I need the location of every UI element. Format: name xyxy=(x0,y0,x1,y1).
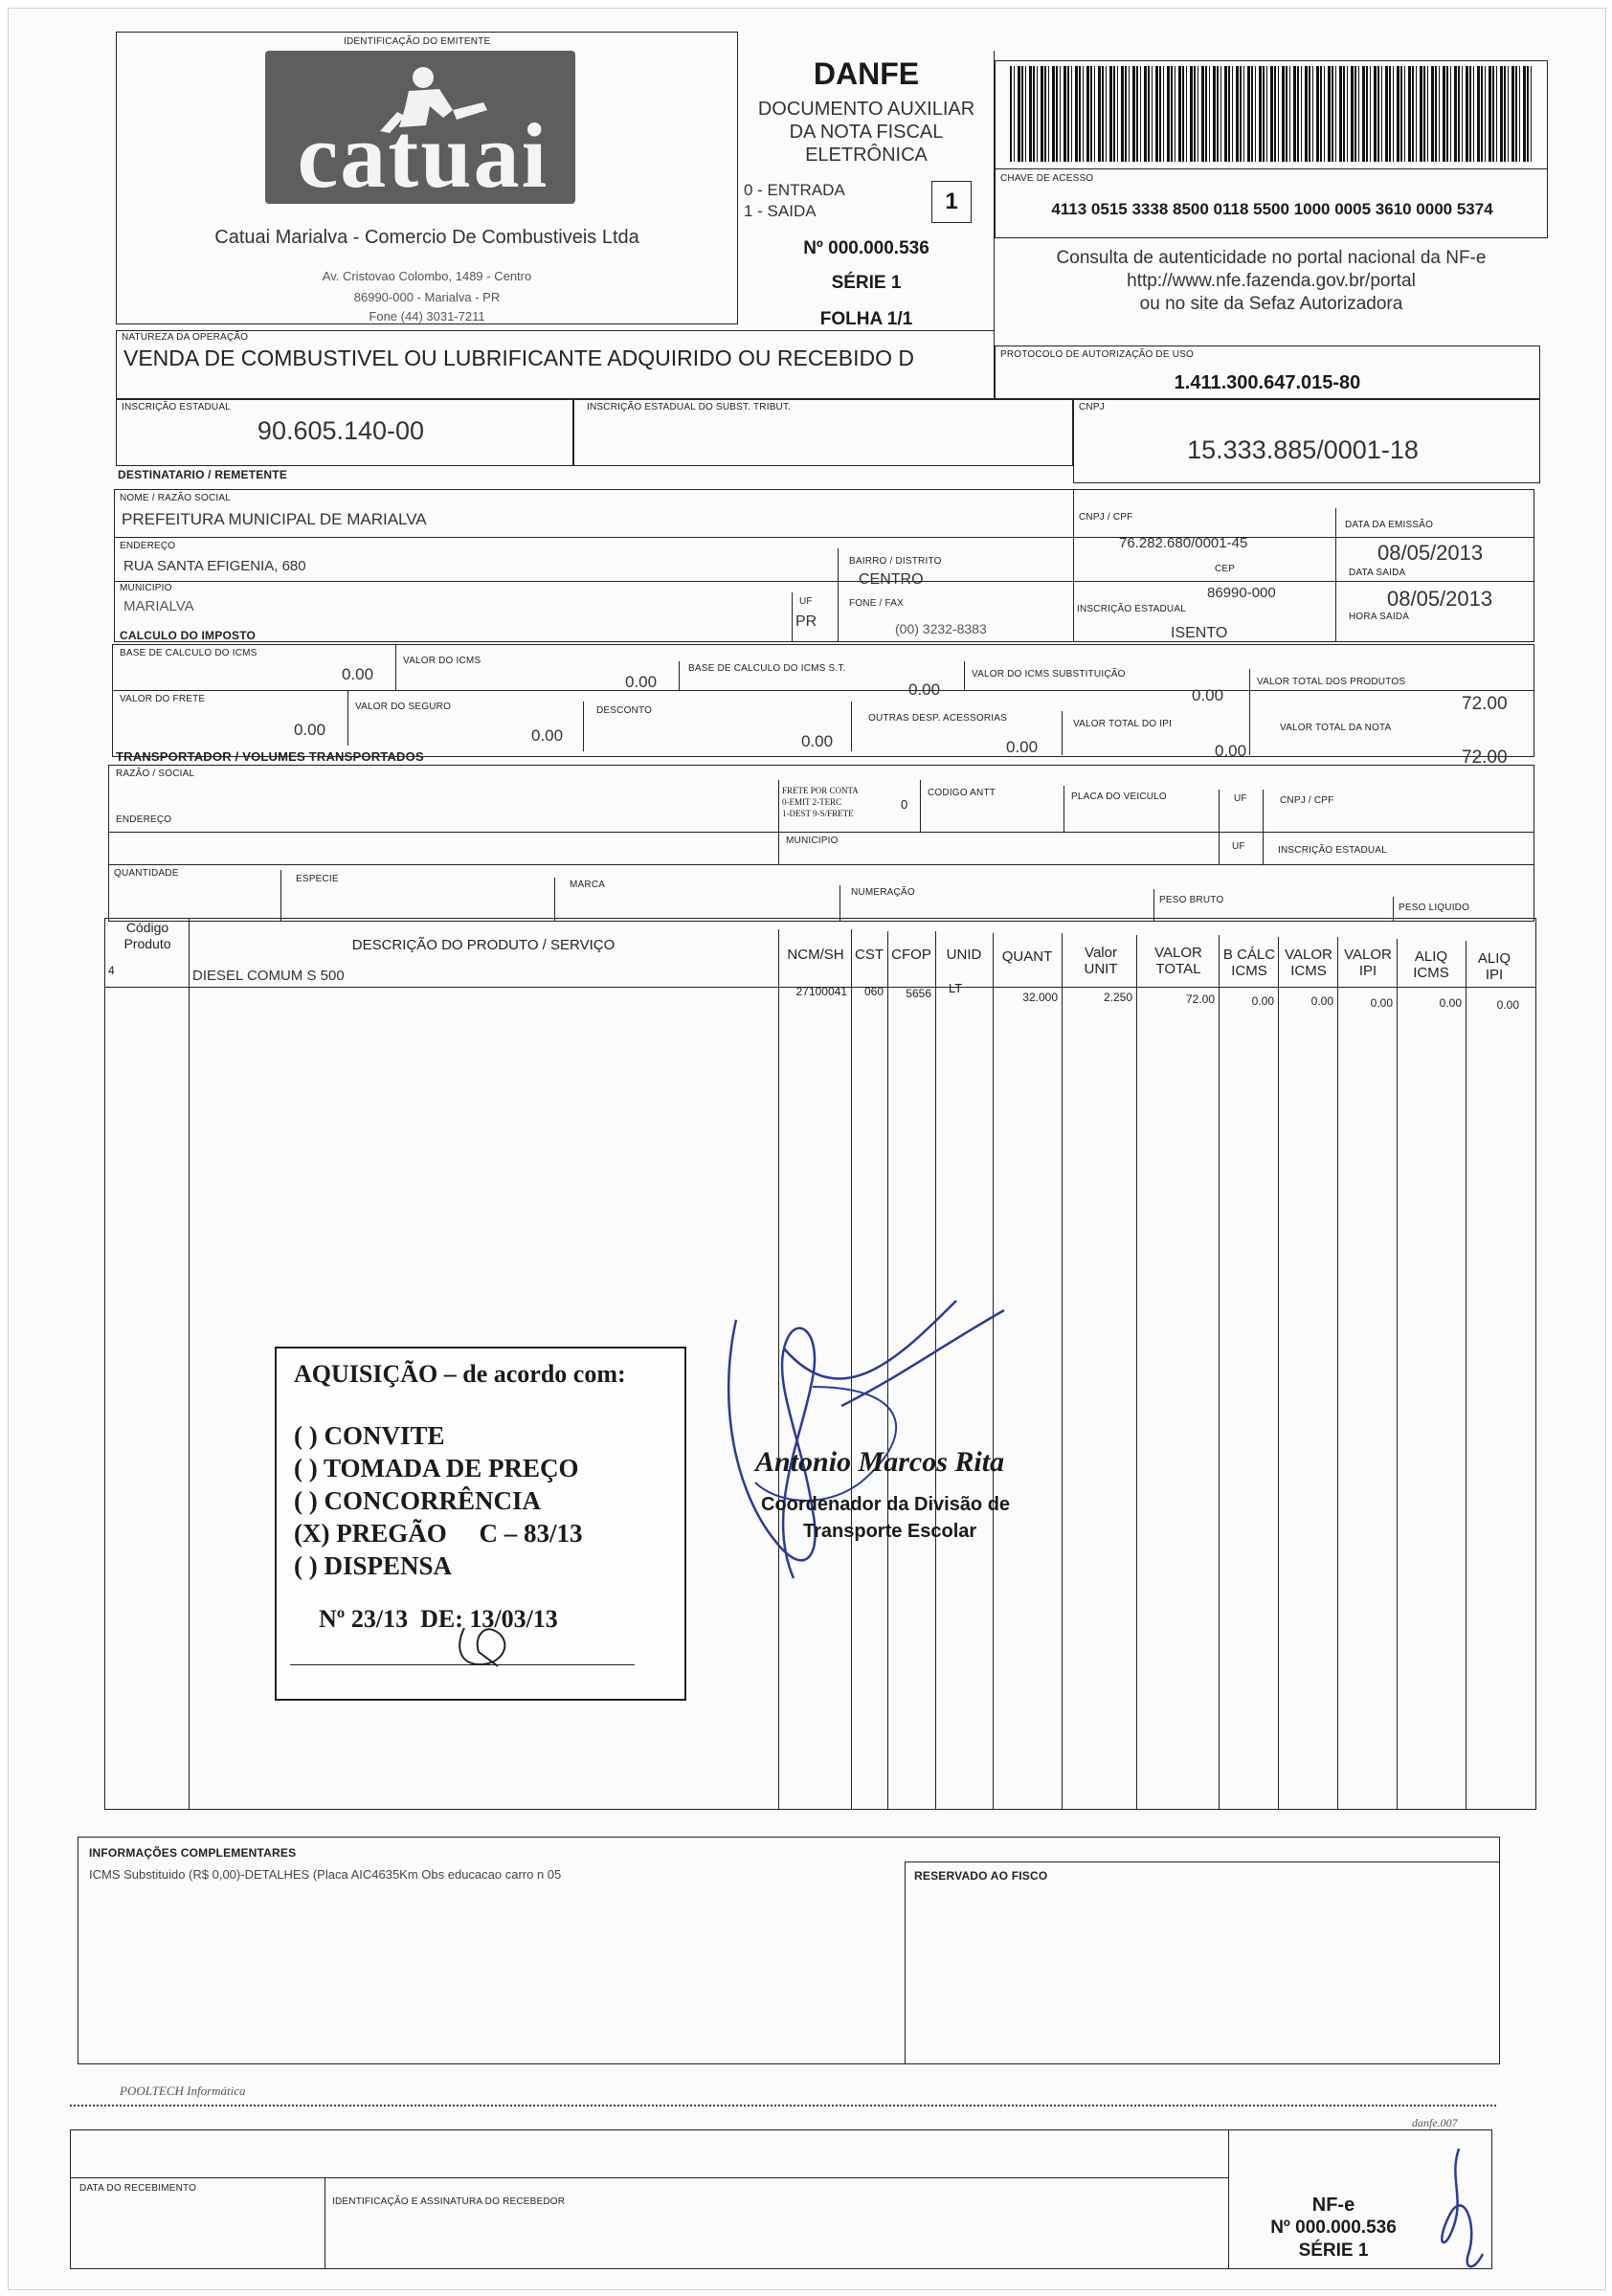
imp-v2 xyxy=(679,661,680,690)
dest-vline-4 xyxy=(792,592,793,642)
ie-value: 90.605.140-00 xyxy=(257,416,425,445)
complementares-label: INFORMAÇÕES COMPLEMENTARES xyxy=(89,1846,297,1860)
danfe-title: DANFE xyxy=(813,56,920,91)
dest-saida: 08/05/2013 xyxy=(1387,587,1493,611)
imposto-mid-line xyxy=(112,690,1534,691)
frete-conta-2: 0-EMIT 2-TERC xyxy=(782,797,842,807)
form-code: danfe.007 xyxy=(1412,2116,1458,2129)
imp-v7 xyxy=(851,702,852,751)
dest-fone-label: FONE / FAX xyxy=(849,598,905,609)
cnpj-emit-label: CNPJ xyxy=(1079,402,1105,412)
outras-label: OUTRAS DESP. ACESSORIAS xyxy=(868,713,1008,724)
signer-role-1: Coordenador da Divisão de xyxy=(761,1494,1011,1515)
placa-label: PLACA DO VEICULO xyxy=(1071,791,1167,802)
assinatura-label: IDENTIFICAÇÃO E ASSINATURA DO RECEBEDOR xyxy=(332,2196,566,2207)
row-quant: 32.000 xyxy=(1022,991,1058,1004)
tr-uf-label: UF xyxy=(1234,793,1247,804)
stamp-opt-convite: ( ) CONVITE xyxy=(294,1421,445,1450)
frete-codigo: 0 xyxy=(901,797,908,812)
stamp-opt-pregao: (X) PREGÃO C – 83/13 xyxy=(294,1519,583,1548)
consulta-1: Consulta de autenticidade no portal nacional da NF-e xyxy=(1056,248,1487,268)
dest-nome: PREFEITURA MUNICIPAL DE MARIALVA xyxy=(122,510,427,528)
nf-number: Nº 000.000.536 xyxy=(803,238,929,258)
tr-razao-label: RAZÃO / SOCIAL xyxy=(116,769,195,779)
col-codigo: Código Produto xyxy=(123,920,171,951)
row-aliq-ipi: 0.00 xyxy=(1496,998,1519,1012)
stamp-opt-dispensa: ( ) DISPENSA xyxy=(294,1551,453,1580)
tr-v7 xyxy=(554,878,555,922)
nf-serie: SÉRIE 1 xyxy=(831,273,902,293)
dest-vline-2 xyxy=(1335,508,1336,642)
danfe-subtitle-1: DOCUMENTO AUXILIAR xyxy=(757,99,975,120)
col-ncm: NCM/SH xyxy=(787,947,844,963)
footer-nfe: NF-e xyxy=(1311,2195,1355,2216)
dest-endereco-label: ENDEREÇO xyxy=(120,541,176,551)
tr-v1 xyxy=(778,780,779,864)
row-descricao: DIESEL COMUM S 500 xyxy=(192,968,345,984)
tr-municipio-label: MUNICIPIO xyxy=(786,836,839,846)
total-prod: 72.00 xyxy=(1462,694,1508,714)
row-cfop: 5656 xyxy=(906,987,931,1000)
company-address-2: 86990-000 - Marialva - PR xyxy=(353,290,501,304)
tipo-box: 1 xyxy=(931,181,972,223)
dest-cnpj-label: CNPJ / CPF xyxy=(1079,512,1133,523)
col-line-9 xyxy=(1219,935,1220,1810)
col-line-12 xyxy=(1397,939,1398,1810)
numeracao-label: NUMERAÇÃO xyxy=(851,887,915,898)
dest-municipio-label: MUNICIPIO xyxy=(120,583,172,593)
col-line-7 xyxy=(1062,933,1063,1810)
receipt-signature-icon xyxy=(1425,2139,1492,2283)
tr-v9 xyxy=(1153,889,1154,922)
dest-cep-label: CEP xyxy=(1215,564,1236,574)
stamp-number: Nº 23/13 DE: 13/03/13 xyxy=(319,1605,558,1633)
tr-v2 xyxy=(920,780,921,832)
danfe-subtitle-3: ELETRÔNICA xyxy=(805,145,928,166)
company-address-1: Av. Cristovao Colombo, 1489 - Centro xyxy=(322,269,532,283)
dest-bairro-label: BAIRRO / DISTRITO xyxy=(849,556,942,567)
dest-ie-label: INSCRIÇÃO ESTADUAL xyxy=(1077,604,1186,614)
total-prod-label: VALOR TOTAL DOS PRODUTOS xyxy=(1257,677,1406,687)
cut-line xyxy=(70,2105,1496,2107)
col-aliq-icms: ALIQ ICMS xyxy=(1413,948,1449,981)
outras-value: 0.00 xyxy=(1006,738,1039,756)
dest-cnpj: 76.282.680/0001-45 xyxy=(1119,535,1248,551)
dest-emissao-label: DATA DA EMISSÃO xyxy=(1345,520,1434,530)
footer-serie: SÉRIE 1 xyxy=(1298,2240,1369,2261)
base-st: 0.00 xyxy=(908,680,941,699)
col-line-8 xyxy=(1136,935,1137,1810)
tr-line-1 xyxy=(108,832,1534,833)
protocolo-label: PROTOCOLO DE AUTORIZAÇÃO DE USO xyxy=(1000,349,1194,360)
dest-cep: 86990-000 xyxy=(1207,585,1276,601)
frete-conta-1: FRETE POR CONTA xyxy=(782,786,859,795)
row-valor-unit: 2.250 xyxy=(1103,991,1132,1004)
dest-vline-1 xyxy=(1073,489,1074,642)
dest-nome-label: NOME / RAZÃO SOCIAL xyxy=(120,493,232,503)
logo-text: catuai xyxy=(297,104,549,204)
base-icms-label: BASE DE CALCULO DO ICMS xyxy=(120,648,257,658)
row-unid: LT xyxy=(949,981,963,995)
col-valor-total: VALOR TOTAL xyxy=(1154,945,1202,977)
frete-label: VALOR DO FRETE xyxy=(120,694,206,704)
dest-fone: (00) 3232-8383 xyxy=(895,621,987,636)
col-line-11 xyxy=(1337,937,1338,1810)
destinatario-section: DESTINATARIO / REMETENTE xyxy=(118,468,288,481)
row-valor-ipi: 0.00 xyxy=(1370,996,1393,1010)
col-unid: UNID xyxy=(946,947,982,963)
col-valor-icms: VALOR ICMS xyxy=(1285,947,1332,979)
imp-v4 xyxy=(1249,669,1250,755)
aquisicao-stamp xyxy=(275,1347,686,1701)
consulta-2: http://www.nfe.fazenda.gov.br/portal xyxy=(1127,271,1416,291)
row-codigo: 4 xyxy=(108,964,115,977)
total-nota-label: VALOR TOTAL DA NOTA xyxy=(1280,723,1392,733)
stamp-initials-icon xyxy=(445,1618,531,1676)
imp-v1 xyxy=(395,644,396,690)
dest-ie: ISENTO xyxy=(1171,625,1228,641)
natureza-value: VENDA DE COMBUSTIVEL OU LUBRIFICANTE ADQUIRIDO OU RECEBIDO D xyxy=(123,346,915,370)
emitente-label: IDENTIFICAÇÃO DO EMITENTE xyxy=(344,36,491,47)
dest-municipio: MARIALVA xyxy=(123,598,194,614)
frete-conta-3: 1-DEST 9-S/FRETE xyxy=(782,809,854,818)
valor-icms: 0.00 xyxy=(625,673,658,691)
dest-uf: PR xyxy=(795,613,817,630)
tr-uf-label-2: UF xyxy=(1232,841,1245,852)
footer-numero: Nº 000.000.536 xyxy=(1270,2218,1397,2238)
imp-v6 xyxy=(583,702,584,751)
stamp-title: AQUISIÇÃO – de acordo com: xyxy=(294,1360,626,1388)
ipi-label: VALOR TOTAL DO IPI xyxy=(1073,719,1173,729)
dest-saida-label: DATA SAIDA xyxy=(1349,568,1406,578)
col-quant: QUANT xyxy=(1001,948,1053,965)
base-icms: 0.00 xyxy=(342,665,374,683)
tr-v5 xyxy=(1263,790,1264,864)
tr-ie-label: INSCRIÇÃO ESTADUAL xyxy=(1278,845,1387,856)
row-valor-total: 72.00 xyxy=(1185,992,1215,1006)
tr-line-2 xyxy=(108,864,1534,865)
software-credit: POOLTECH Informática xyxy=(120,2084,246,2098)
quantidade-label: QUANTIDADE xyxy=(114,868,179,879)
row-valor-icms: 0.00 xyxy=(1310,994,1333,1008)
row-aliq-icms: 0.00 xyxy=(1439,996,1462,1010)
tr-v3 xyxy=(1063,786,1064,832)
dest-uf-label: UF xyxy=(799,596,813,607)
signer-name: Antonio Marcos Rita xyxy=(755,1446,1005,1478)
complementares-text: ICMS Substituido (R$ 0,00)-DETALHES (Placa AIC4635Km Obs educacao carro n 05 xyxy=(89,1867,562,1882)
dest-emissao: 08/05/2013 xyxy=(1377,541,1484,565)
desconto-value: 0.00 xyxy=(801,732,834,750)
dest-vline-3 xyxy=(838,548,839,642)
company-phone: Fone (44) 3031-7211 xyxy=(369,309,485,323)
fisco-label: RESERVADO AO FISCO xyxy=(914,1869,1048,1883)
nf-folha: FOLHA 1/1 xyxy=(819,309,913,329)
col-valor-unit: Valor UNIT xyxy=(1084,945,1118,977)
valor-st: 0.00 xyxy=(1192,686,1224,704)
stamp-opt-concorrencia: ( ) CONCORRÊNCIA xyxy=(294,1486,541,1515)
col-cst: CST xyxy=(855,947,884,963)
tr-v4 xyxy=(1219,790,1220,864)
ie-subst-label: INSCRIÇÃO ESTADUAL DO SUBST. TRIBUT. xyxy=(587,402,792,412)
dest-endereco: RUA SANTA EFIGENIA, 680 xyxy=(123,558,306,574)
base-st-label: BASE DE CALCULO DO ICMS S.T. xyxy=(688,663,846,674)
dest-bairro: CENTRO xyxy=(859,571,924,588)
chave-label: CHAVE DE ACESSO xyxy=(1000,173,1094,184)
danfe-subtitle-2: DA NOTA FISCAL xyxy=(789,122,944,143)
tr-endereco-label: ENDEREÇO xyxy=(116,814,172,825)
col-aliq-ipi: ALIQ IPI xyxy=(1477,950,1511,983)
col-valor-ipi: VALOR IPI xyxy=(1344,947,1392,979)
entrada-label: 0 - ENTRADA xyxy=(744,181,845,199)
col-cfop: CFOP xyxy=(891,947,931,963)
valor-icms-label: VALOR DO ICMS xyxy=(403,656,481,666)
ie-label: INSCRIÇÃO ESTADUAL xyxy=(122,402,231,412)
cnpj-emit-value: 15.333.885/0001-18 xyxy=(1187,435,1419,464)
ipi-value: 0.00 xyxy=(1215,742,1247,760)
marca-label: MARCA xyxy=(570,880,606,890)
transporte-section: TRANSPORTADOR / VOLUMES TRANSPORTADOS xyxy=(116,749,424,764)
signer-role-2: Transporte Escolar xyxy=(803,1521,977,1542)
desconto-label: DESCONTO xyxy=(596,705,653,716)
frete-value: 0.00 xyxy=(294,721,326,739)
stamp-opt-tomada: ( ) TOMADA DE PREÇO xyxy=(294,1454,579,1482)
col-line-1 xyxy=(189,918,190,1810)
imp-v3 xyxy=(964,661,965,690)
chave-acesso: 4113 0515 3338 8500 0118 5500 1000 0005 3610 0000 5374 xyxy=(1051,200,1493,218)
tr-cnpj-label: CNPJ / CPF xyxy=(1280,795,1334,806)
col-descricao: DESCRIÇÃO DO PRODUTO / SERVIÇO xyxy=(351,937,616,953)
receipt-line xyxy=(70,2177,1228,2178)
especie-label: ESPECIE xyxy=(296,874,339,884)
recebimento-label: DATA DO RECEBIMENTO xyxy=(79,2183,197,2194)
antt-label: CODIGO ANTT xyxy=(928,788,996,798)
natureza-label: NATUREZA DA OPERAÇÃO xyxy=(122,332,249,343)
total-nota: 72.00 xyxy=(1462,747,1508,768)
row-cst: 060 xyxy=(863,985,884,998)
imposto-section: CALCULO DO IMPOSTO xyxy=(120,629,257,642)
imp-v8 xyxy=(1062,711,1063,755)
valor-st-label: VALOR DO ICMS SUBSTITUIÇÃO xyxy=(972,669,1126,680)
consulta-3: ou no site da Sefaz Autorizadora xyxy=(1139,294,1403,314)
peso-liquido-label: PESO LIQUIDO xyxy=(1399,903,1470,913)
company-name: Catuai Marialva - Comercio De Combustiveis Ltda xyxy=(214,227,639,248)
row-ncm: 27100041 xyxy=(795,985,847,998)
imp-v5 xyxy=(347,690,348,746)
danfe-page xyxy=(8,8,1606,2290)
peso-bruto-label: PESO BRUTO xyxy=(1159,895,1224,905)
seguro-value: 0.00 xyxy=(531,726,564,745)
protocolo-value: 1.411.300.647.015-80 xyxy=(1174,372,1361,393)
dest-line-2 xyxy=(114,581,1534,582)
tr-v6 xyxy=(280,870,281,922)
barcode xyxy=(1010,66,1533,162)
fisco-box xyxy=(905,1861,1500,2064)
row-bcalc: 0.00 xyxy=(1251,994,1274,1008)
dest-hora-label: HORA SAIDA xyxy=(1349,612,1410,622)
dest-line-1 xyxy=(114,537,1534,538)
col-line-10 xyxy=(1278,937,1279,1810)
seguro-label: VALOR DO SEGURO xyxy=(355,702,452,712)
saida-label: 1 - SAIDA xyxy=(744,202,817,220)
company-logo xyxy=(265,51,575,204)
col-bcalc: B CÁLC ICMS xyxy=(1222,947,1276,979)
